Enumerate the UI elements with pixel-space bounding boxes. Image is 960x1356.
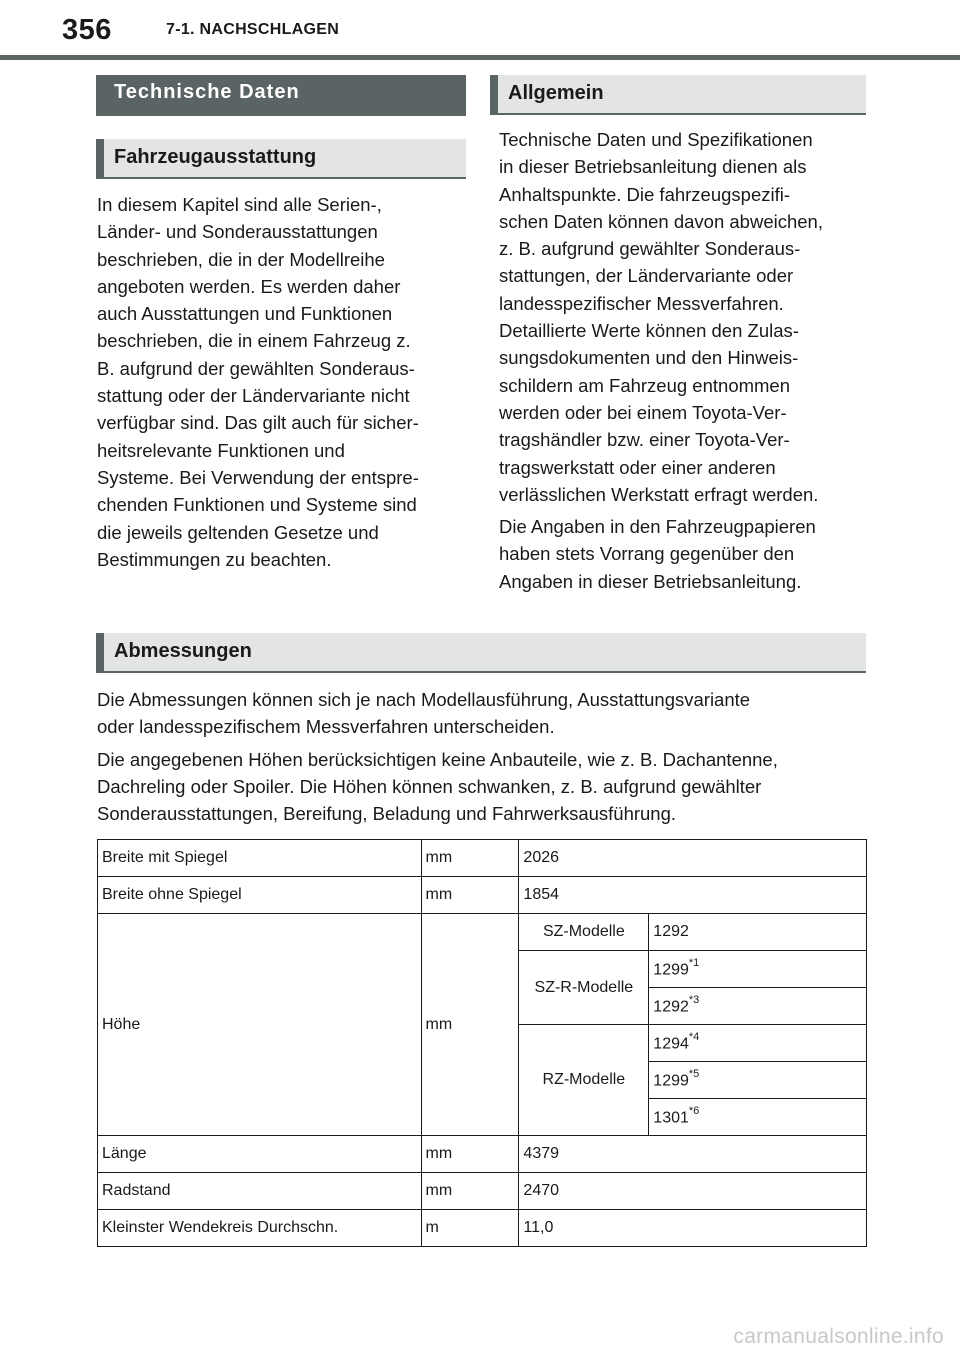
table-cell-value: 1854 — [519, 877, 867, 914]
text-line: schildern am Fahrzeug entnommen — [499, 374, 791, 396]
text-line: Die angegebenen Höhen berücksichtigen keine Anbauteile, wie z. B. Dachantenne, — [97, 748, 778, 770]
table-cell-value: 11,0 — [519, 1210, 867, 1247]
subheading-fahrzeugausstattung: Fahrzeugausstattung — [96, 139, 466, 179]
table-cell-unit: mm — [421, 1173, 519, 1210]
table-cell-value: 2470 — [519, 1173, 867, 1210]
value-text: 1301 — [653, 1109, 689, 1127]
section-heading-technische-daten: Technische Daten — [96, 75, 466, 116]
text-line: Systeme. Bei Verwendung der entspre- — [97, 466, 419, 488]
paragraph — [499, 126, 869, 508]
table-cell-value — [649, 1062, 867, 1099]
fahrzeugausstattung-text — [97, 191, 469, 578]
text-line: z. B. aufgrund gewählter Sonderaus- — [499, 238, 801, 260]
watermark-text: carmanualsonline.info — [733, 1325, 944, 1348]
value-text: 1294 — [653, 1035, 689, 1053]
footnote-ref: *4 — [688, 1030, 700, 1043]
text-line: Die Abmessungen können sich je nach Modellausführung, Ausstattungsvariante — [97, 689, 751, 710]
text-line: oder landesspezifischem Messverfahren unterscheiden. — [97, 716, 555, 738]
table-cell-label: Kleinster Wendekreis Durchschn. — [98, 1210, 422, 1247]
table-row — [98, 1136, 867, 1173]
text-line: B. aufgrund der gewählten Sonderaus- — [97, 357, 415, 379]
value-text: 1299 — [653, 1072, 689, 1090]
text-line: Anhaltspunkte. Die fahrzeugspezifi- — [499, 183, 791, 205]
text-line: beschrieben, die in einem Fahrzeug z. — [97, 330, 411, 352]
subheading-abmessungen: Abmessungen — [96, 633, 866, 673]
table-cell-label: Radstand — [98, 1173, 422, 1210]
allgemein-text — [499, 126, 869, 600]
table-cell-model: SZ-R-Modelle — [519, 951, 649, 1025]
text-line: landesspezifischer Messverfahren. — [499, 292, 784, 314]
value-text: 1299 — [653, 961, 689, 979]
text-line: verlässlichen Werkstatt erfragt werden. — [499, 483, 819, 505]
table-cell-value — [649, 951, 867, 988]
table-row — [98, 1210, 867, 1247]
paragraph — [97, 191, 469, 573]
text-line: Bestimmungen zu beachten. — [97, 548, 332, 570]
dimensions-table — [97, 839, 867, 1247]
table-cell-value — [649, 1099, 867, 1136]
table-cell-value: 2026 — [519, 840, 867, 877]
text-line: Dachreling oder Spoiler. Die Höhen können schwanken, z. B. aufgrund gewählter — [97, 775, 762, 797]
text-line: tragshändler bzw. einer Toyota-Ver- — [499, 429, 790, 451]
table-cell-unit: mm — [421, 914, 519, 1136]
page-number: 356 — [62, 14, 112, 46]
table-row — [98, 877, 867, 914]
text-line: Detaillierte Werte können den Zulas- — [499, 320, 799, 342]
text-line: In diesem Kapitel sind alle Serien-, — [97, 194, 382, 215]
table-cell-value — [649, 988, 867, 1025]
text-line: Angaben in dieser Betriebsanleitung. — [499, 570, 802, 592]
table-cell-label: Länge — [98, 1136, 422, 1173]
text-line: schen Daten können davon abweichen, — [499, 210, 823, 232]
text-line: tragswerkstatt oder einer anderen — [499, 456, 776, 478]
text-line: heitsrelevante Funktionen und — [97, 439, 345, 461]
table-row — [98, 914, 867, 951]
text-line: haben stets Vorrang gegenüber den — [499, 543, 795, 565]
table-cell-value — [649, 1025, 867, 1062]
text-line: Länder- und Sonderausstattungen — [97, 221, 378, 243]
text-line: stattungen, der Ländervariante oder — [499, 265, 794, 287]
value-text: 1292 — [653, 998, 689, 1016]
text-line: verfügbar sind. Das gilt auch für sicher- — [97, 412, 419, 434]
text-line: chenden Funktionen und Systeme sind — [97, 494, 417, 516]
chapter-title: 7-1. NACHSCHLAGEN — [166, 21, 340, 38]
footnote-ref: *5 — [688, 1067, 700, 1080]
abmessungen-text — [97, 686, 877, 832]
text-line: in dieser Betriebsanleitung dienen als — [499, 156, 807, 178]
table-row — [98, 1173, 867, 1210]
header-divider — [0, 55, 960, 60]
table-cell-label: Breite ohne Spiegel — [98, 877, 422, 914]
text-line: auch Ausstattungen und Funktionen — [97, 303, 393, 325]
paragraph — [499, 513, 869, 595]
text-line: werden oder bei einem Toyota-Ver- — [499, 401, 787, 423]
table-cell-unit: mm — [421, 1136, 519, 1173]
paragraph — [97, 746, 877, 828]
text-line: die jeweils geltenden Gesetze und — [97, 521, 379, 543]
text-line: beschrieben, die in der Modellreihe — [97, 248, 385, 270]
table-cell-label: Höhe — [98, 914, 422, 1136]
table-cell-label: Breite mit Spiegel — [98, 840, 422, 877]
table-cell-model: SZ-Modelle — [519, 914, 649, 951]
table-row — [98, 840, 867, 877]
table-cell-model: RZ-Modelle — [519, 1025, 649, 1136]
footnote-ref: *6 — [688, 1104, 700, 1117]
text-line: Die Angaben in den Fahrzeugpapieren — [499, 516, 816, 538]
table-cell-value: 1292 — [649, 914, 867, 951]
text-line: Sonderausstattungen, Bereifung, Beladung und Fahrwerksausführung. — [97, 803, 677, 825]
subheading-allgemein: Allgemein — [490, 75, 866, 115]
table-cell-unit: mm — [421, 840, 519, 877]
text-line: stattung oder der Ländervariante nicht — [97, 385, 410, 407]
text-line: Technische Daten und Spezifikationen — [499, 129, 813, 150]
footnote-ref: *1 — [688, 956, 700, 969]
text-line: sungsdokumenten und den Hinweis- — [499, 347, 799, 369]
paragraph — [97, 686, 877, 741]
table-cell-value: 4379 — [519, 1136, 867, 1173]
table-cell-unit: mm — [421, 877, 519, 914]
text-line: angeboten werden. Es werden daher — [97, 275, 401, 297]
table-cell-unit: m — [421, 1210, 519, 1247]
footnote-ref: *3 — [688, 993, 700, 1006]
